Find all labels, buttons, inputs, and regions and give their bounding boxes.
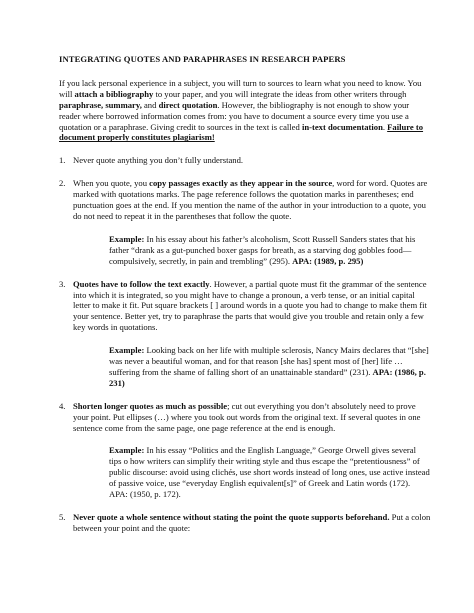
text-run: In his essay “Politics and the English Language,” George Orwell gives several tips o how writers can simplify their writing style and thus escape the “pretentiousness” of public discourse: avoid using clichés, use short words instead of long ones, use active instead of passive voice, use “everyday English equivalent[s]” of Greek and Latin words (172). APA: (1950, p. 172). <box>109 445 430 500</box>
text-run: In his essay about his father’s alcoholism, Scott Russell Sanders states that his father “drank as a gut-punched boxer gasps for breath, as a starving dog gobbles food—compulsively, secretly, in pain and trembling” (295). <box>109 233 416 266</box>
item-text <box>73 401 432 434</box>
example-block <box>109 345 430 389</box>
list-item-5 <box>59 512 432 534</box>
emphasis-text: in-text documentation <box>301 121 383 132</box>
text-run: When you quote, you <box>73 178 150 189</box>
emphasis-text: Example: <box>109 233 145 244</box>
list-item-2 <box>59 178 432 266</box>
emphasis-text: copy passages exactly as they appear in the source <box>149 178 333 189</box>
document-title: INTEGRATING QUOTES AND PARAPHRASES IN RESEARCH PAPERS <box>59 54 346 64</box>
list-item-3 <box>59 279 432 389</box>
item-number: 4. <box>59 400 66 411</box>
warning-text: Failure to document properly constitutes plagiarism! <box>59 121 424 143</box>
emphasis-text: Shorten longer quotes as much as possible <box>73 400 228 411</box>
emphasis-text: Never quote a whole sentence without stating the point the quote supports beforehand. <box>73 512 390 522</box>
text-run: and <box>141 99 159 110</box>
emphasis-text: direct quotation <box>158 99 218 110</box>
example-block <box>109 445 430 500</box>
intro-paragraph <box>59 78 432 143</box>
emphasis-text: Quotes have to follow the text exactly <box>73 278 210 289</box>
list-item-1 <box>59 155 432 166</box>
text-run: , word for word. Quotes are marked with quotations marks. The page reference follows the quotation marks in parentheses; end punctuation goes at the end. If you mention the name of the author in your introduction to a quote, you do not need to repeat it in the parentheses that follow the quote. <box>73 178 428 221</box>
text-run: . <box>382 121 388 132</box>
text-run: . However, a partial quote must fit the grammar of the sentence into which it is integrated, so you might have to change a pronoun, a verb tense, or an initial capital letter to make it fit. Put square brackets [ ] around words in a quote you had to change to make them fit your sentence. Better yet, try to paraphrase the parts that would give you trouble and retain only a few key words in quotations. <box>73 278 427 333</box>
text-run: . However, the bibliography is not enough to show your reader where borrowed information comes from: you have to document a source every time you use a quotation or a paraphrase. Giving credit to sources in the text is called <box>59 99 410 132</box>
item-number: 2. <box>59 178 66 189</box>
text-run: to your paper, and you will integrate the ideas from other writers through <box>153 88 407 99</box>
emphasis-text: Example: <box>109 345 145 356</box>
item-text <box>73 178 432 222</box>
emphasis-text: APA: (1986, p. 231) <box>109 366 426 388</box>
item-number: 3. <box>59 278 66 289</box>
item-text <box>73 155 432 166</box>
text-run: If you lack personal experience in a subject, you will turn to sources to learn what you need to know. You will <box>59 77 422 99</box>
text-run: ; cut out everything you don’t absolutely need to prove your point. Put ellipses (…) where you took out words from the original text. If several quotes in one sentence come from the same page, one page reference at the end is enough. <box>73 400 421 433</box>
item-number: 5. <box>59 512 66 522</box>
item-text <box>73 512 432 534</box>
list-item-4 <box>59 401 432 500</box>
emphasis-text: attach a bibliography <box>74 88 154 99</box>
emphasis-text: paraphrase, summary, <box>59 99 142 110</box>
item-text <box>73 279 432 334</box>
item-number: 1. <box>59 155 66 166</box>
text-run: Looking back on her life with multiple sclerosis, Nancy Mairs declares that “[she] was never a beautiful woman, and for that reason [she has] spent most of [her] life … suffering from the shame of falling short of an unattainable standard” (231). <box>109 345 429 377</box>
text-run: Put a colon between your point and the quote: <box>73 512 431 533</box>
text-run: Never quote anything you don’t fully understand. <box>73 155 244 166</box>
emphasis-text: APA: (1989, p. 295) <box>292 255 364 266</box>
example-block <box>109 234 430 267</box>
guidelines-list <box>59 155 432 533</box>
emphasis-text: Example: <box>109 445 145 456</box>
